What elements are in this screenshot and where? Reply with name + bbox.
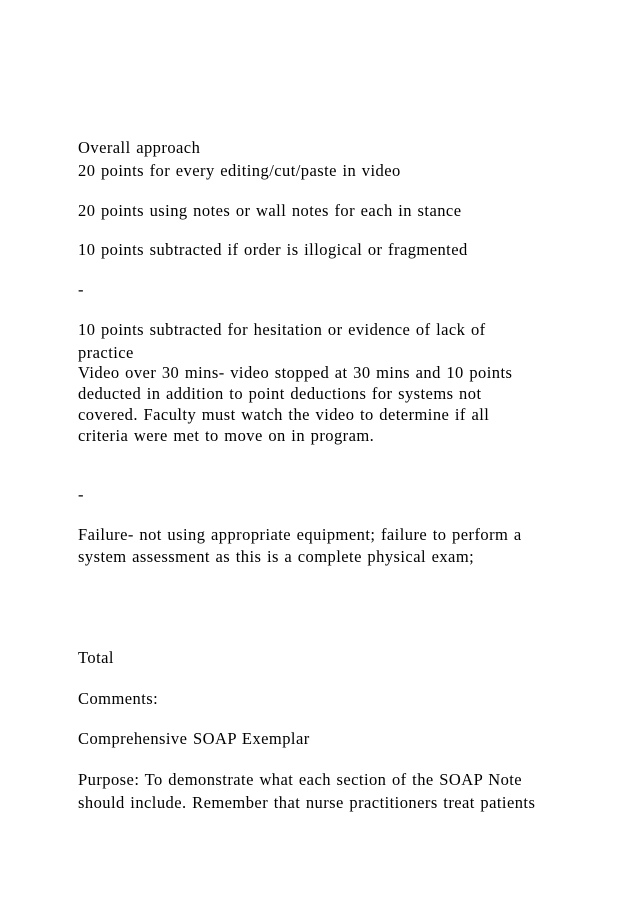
criterion-hesitation-cont: practice <box>78 343 134 362</box>
criterion-notes: 20 points using notes or wall notes for each in stance <box>78 201 462 220</box>
criterion-failure: Failure- not using appropriate equipment; failure to perform a <box>78 525 522 544</box>
criterion-failure-cont: system assessment as this is a complete physical exam; <box>78 547 475 566</box>
criterion-video-length-cont-3: criteria were met to move on in program. <box>78 426 375 445</box>
purpose-paragraph-line-2: should include. Remember that nurse practitioners treat patients <box>78 793 536 812</box>
criterion-video-length: Video over 30 mins- video stopped at 30 mins and 10 points <box>78 363 513 382</box>
exemplar-title: Comprehensive SOAP Exemplar <box>78 729 310 748</box>
criterion-video-length-cont-1: deducted in addition to point deductions for systems not <box>78 384 482 403</box>
criterion-hesitation: 10 points subtracted for hesitation or evidence of lack of <box>78 320 486 339</box>
section-heading-overall-approach: Overall approach <box>78 138 201 157</box>
criterion-video-length-cont-2: covered. Faculty must watch the video to determine if all <box>78 405 490 424</box>
comments-label: Comments: <box>78 689 159 708</box>
dash-separator: - <box>78 280 84 299</box>
total-label: Total <box>78 648 114 667</box>
criterion-order: 10 points subtracted if order is illogical or fragmented <box>78 240 468 259</box>
dash-separator-2: - <box>78 485 84 504</box>
criterion-editing: 20 points for every editing/cut/paste in video <box>78 161 401 180</box>
purpose-paragraph-line-1: Purpose: To demonstrate what each section of the SOAP Note <box>78 770 523 789</box>
